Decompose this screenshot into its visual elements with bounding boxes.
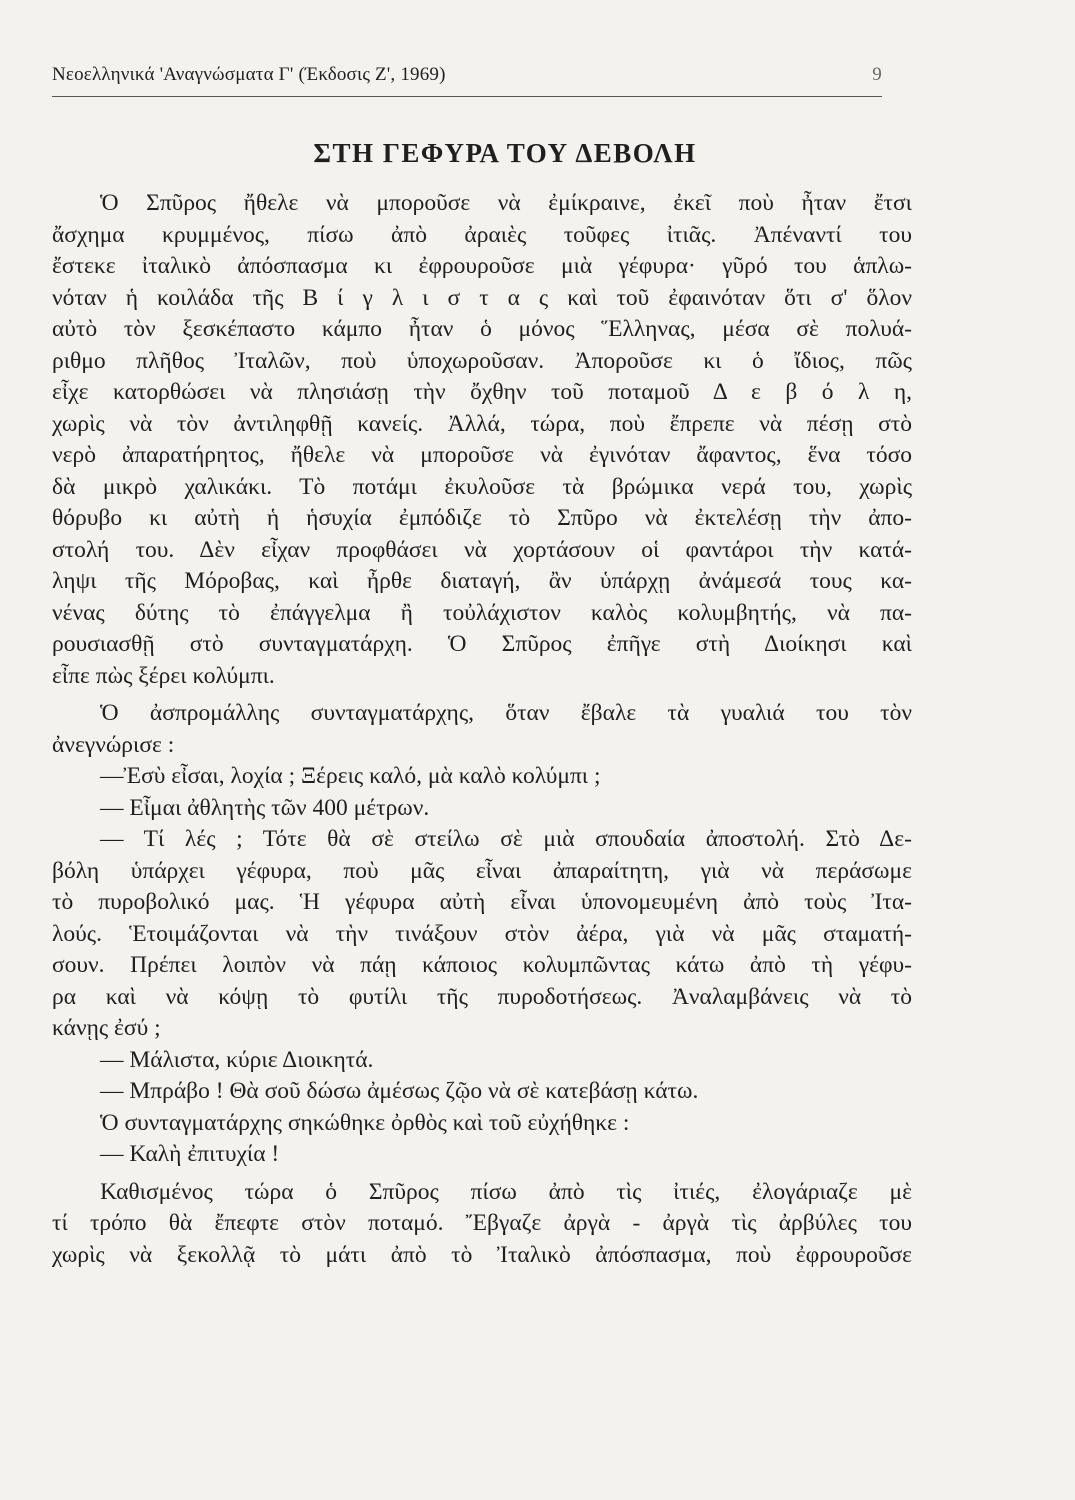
text-line: ριθμο πλῆθος Ἰταλῶν, ποὺ ὑποχωροῦσαν. Ἀποροῦσε κι ὁ ἴδιος, πῶς (52, 347, 912, 374)
text-line: νερὸ ἀπαρατήρητος, ἤθελε νὰ μποροῦσε νὰ ἐγινόταν ἄφαντος, ἕνα τόσο (52, 442, 912, 468)
text-line: χωρὶς νὰ ξεκολλᾷ τὸ μάτι ἀπὸ τὸ Ἰταλικὸ ἀπόσπασμα, ποὺ ἐφρουροῦσε (52, 1241, 912, 1268)
text-line: αὐτὸ τὸν ξεσκέπαστο κάμπο ἦταν ὁ μόνος Ἕλληνας, μέσα σὲ πολυά- (52, 316, 912, 342)
text-line: νένας δύτης τὸ ἐπάγγελμα ἢ τοὐλάχιστον καλὸς κολυμβητής, νὰ πα- (52, 599, 912, 626)
body-text (52, 188, 912, 1271)
text-line: τὸ πυροβολικό μας. Ἡ γέφυρα αὐτὴ εἶναι ὑπονομευμένη ἀπὸ τοὺς Ἰτα- (52, 889, 912, 915)
text-line: εἶπε πὼς ξέρει κολύμπι. (52, 662, 275, 689)
dialogue-line: — Τί λές ; Τότε θὰ σὲ στείλω σὲ μιὰ σπουδαία ἀποστολή. Στὸ Δε- (100, 826, 912, 852)
text-line: βόλη ὑπάρχει γέφυρα, ποὺ μᾶς εἶναι ἀπαραίτητη, γιὰ νὰ περάσωμε (52, 857, 912, 884)
text-line: Ὁ συνταγματάρχης σηκώθηκε ὀρθὸς καὶ τοῦ εὐχήθηκε : (100, 1109, 630, 1136)
text-line: στολή του. Δὲν εἶχαν προφθάσει νὰ χορτάσουν οἱ φαντάροι τὴν κατά- (52, 536, 912, 563)
text-line: θόρυβο κι αὐτὴ ἡ ἡσυχία ἐμπόδιζε τὸ Σπῦρο νὰ ἐκτελέσῃ τὴν ἀπο- (52, 505, 912, 531)
text-line: χωρὶς νὰ τὸν ἀντιληφθῇ κανείς. Ἀλλά, τώρα, ποὺ ἔπρεπε νὰ πέσῃ στὸ (52, 410, 912, 437)
text-line: κάνῃς ἐσύ ; (52, 1015, 161, 1041)
text-line: δὰ μικρὸ χαλικάκι. Τὸ ποτάμι ἐκυλοῦσε τὰ βρώμικα νερά του, χωρὶς (52, 473, 912, 500)
text-line: ληψι τῆς Μόροβας, καὶ ἦρθε διαταγή, ἂν ὑπάρχῃ ἀνάμεσά τους κα- (52, 568, 912, 594)
text-line: Ὁ Σπῦρος ἤθελε νὰ μποροῦσε νὰ ἐμίκραινε, ἐκεῖ ποὺ ἦταν ἔτσι (100, 190, 912, 216)
text-line: τί τρόπο θὰ ἔπεφτε στὸν ποταμό. Ἔβγαζε ἀργὰ - ἀργὰ τὶς ἀρβύλες του (52, 1210, 912, 1236)
text-line: ρα καὶ νὰ κόψῃ τὸ φυτίλι τῆς πυροδοτήσεως. Ἀναλαμβάνεις νὰ τὸ (52, 983, 912, 1010)
text-line: λούς. Ἑτοιμάζονται νὰ τὴν τινάξουν στὸν ἀέρα, γιὰ νὰ μᾶς σταματή- (52, 920, 912, 947)
chapter-title: ΣΤΗ ΓΕΦΥΡΑ ΤΟΥ ΔΕΒΟΛΗ (313, 138, 697, 168)
dialogue-line: — Εἶμαι ἀθλητὴς τῶν 400 μέτρων. (100, 794, 430, 821)
dialogue-line: — Μάλιστα, κύριε Διοικητά. (100, 1046, 374, 1073)
text-line: Καθισμένος τώρα ὁ Σπῦρος πίσω ἀπὸ τὶς ἰτιές, ἐλογάριαζε μὲ (100, 1178, 912, 1205)
text-line: ἔστεκε ἰταλικὸ ἀπόσπασμα κι ἐφρουροῦσε μιὰ γέφυρα· γῦρό του ἁπλω- (52, 253, 912, 279)
running-header (52, 64, 882, 86)
dialogue-line: — Μπράβο ! Θὰ σοῦ δώσω ἀμέσως ζῷο νὰ σὲ κατεβάσῃ κάτω. (100, 1078, 699, 1104)
text-line: σουν. Πρέπει λοιπὸν νὰ πάῃ κάποιος κολυμπῶντας κάτω ἀπὸ τὴ γέφυ- (52, 952, 912, 978)
text-line: ἄσχημα κρυμμένος, πίσω ἀπὸ ἀραιὲς τοῦφες ἰτιᾶς. Ἀπέναντί του (52, 221, 912, 248)
text-line: Ὁ ἀσπρομάλλης συνταγματάρχης, ὅταν ἔβαλε τὰ γυαλιά του τὸν (100, 700, 912, 726)
header-source: Νεοελληνικά 'Αναγνώσματα Γ' (Έκδοσις Ζ', 1969) (52, 64, 446, 85)
text-line: ρουσιασθῇ στὸ συνταγματάρχη. Ὁ Σπῦρος ἐπῆγε στὴ Διοίκησι καὶ (52, 631, 912, 657)
dialogue-line: —Ἐσὺ εἶσαι, λοχία ; Ξέρεις καλό, μὰ καλὸ κολύμπι ; (100, 763, 601, 789)
text-line: νόταν ἡ κοιλάδα τῆς Β ί γ λ ι σ τ α ς καὶ τοῦ ἐφαινόταν ὅτι σ' ὅλον (52, 284, 912, 311)
text-line: εἶχε κατορθώσει νὰ πλησιάσῃ τὴν ὄχθην τοῦ ποταμοῦ Δ ε β ό λ η, (52, 379, 912, 405)
text-line: ἀνεγνώρισε : (52, 731, 175, 758)
dialogue-line: — Καλὴ ἐπιτυχία ! (100, 1141, 280, 1167)
header-rule (52, 96, 882, 97)
page-number: 9 (872, 64, 882, 85)
